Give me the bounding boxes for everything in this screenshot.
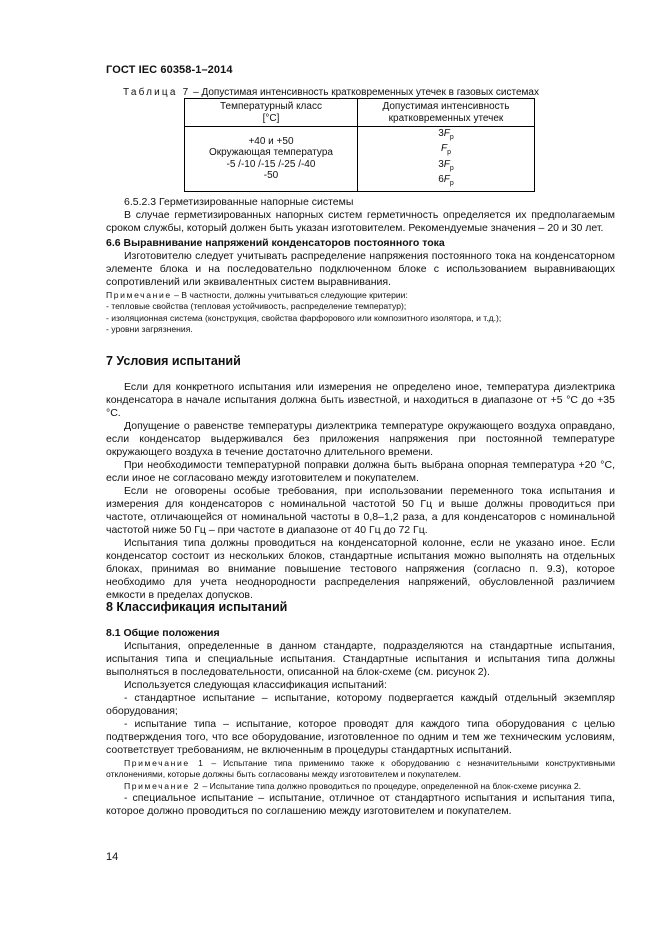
subsection-heading-6-6: 6.6 Выравнивание напряжений конденсаторов постоянного тока	[106, 237, 445, 249]
table-caption-label: Таблица 7	[123, 87, 191, 98]
standard-header: ГОСТ IEC 60358-1–2014	[106, 64, 233, 76]
column-header-temp-class: Температурный класс [°C]	[185, 99, 358, 127]
note-item: - уровни загрязнения.	[106, 323, 193, 334]
paragraph: Изготовителю следует учитывать распределение напряжения постоянного тока на конденсаторном элементе блока и на последовательно подключенном блоке с использованием выравнивающих сопротивлений или эквивалентных систем выравнивания.	[106, 250, 615, 288]
section-6-block	[106, 196, 615, 335]
leak-rate-table	[184, 98, 535, 192]
table-header-row	[185, 99, 535, 127]
temp-class-cell: +40 и +50 Окружающая температура -5 /-10 /-15 /-25 /-40 -50	[185, 127, 358, 192]
paragraph: Используется следующая классификация испытаний:	[124, 679, 387, 691]
page-number: 14	[106, 851, 119, 863]
section-7-block	[106, 355, 615, 602]
note-text: – Испытание типа применимо также к оборудованию с незначительными конструктивными отклонениями, которые должны быть согласованы между изготовителем и покупателем.	[106, 758, 615, 780]
paragraph: Испытания, определенные в данном стандарте, подразделяются на стандартные испытания, испытания типа и специальные испытания. Стандартные испытания и испытания типа должны выполняться в последовательности, описанной на блок-схеме (см. рисунок 2).	[106, 640, 615, 678]
section-heading-7: 7 Условия испытаний	[106, 354, 241, 368]
table-row	[185, 127, 535, 192]
note-text: – В частности, должны учитываться следующие критерии:	[171, 290, 408, 300]
note-label: Примечание	[106, 290, 172, 300]
subsection-heading-6-5-2-3: 6.5.2.3 Герметизированные напорные системы	[124, 196, 354, 208]
note-block	[106, 290, 615, 335]
note-item: - изоляционная система (конструкция, свойства фарфорового или композитного изолятора, и т.д.);	[106, 312, 502, 323]
section-8-block	[106, 601, 615, 818]
note-label: Примечание 2	[124, 780, 201, 791]
paragraph: Допущение о равенстве температуры диэлектрика температуре окружающего воздуха оправдано, если конденсатор выдерживался без приложения напряжения при постоянной температуре окружающего воздуха в течение достаточно длительного времени.	[106, 420, 615, 458]
note-item: - тепловые свойства (тепловая устойчивость, распределение температур);	[106, 301, 407, 312]
note-block	[106, 758, 615, 792]
paragraph: - стандартное испытание – испытание, которому подвергается каждый отдельный экземпляр оборудования;	[106, 692, 615, 717]
table-caption	[123, 87, 539, 98]
paragraph: - испытание типа – испытание, которое проводят для каждого типа оборудования с целью подтверждения того, что все оборудование, изготовленное по одним и тем же техническим условиям, соответствует требованиям, не включенным в процедуры стандартных испытаний.	[106, 718, 615, 756]
column-header-leak-rate: Допустимая интенсивность кратковременных утечек	[357, 99, 534, 127]
note-label: Примечание 1	[124, 758, 205, 768]
note-text: – Испытание типа должно проводиться по процедуре, определенной на блок-схеме рисунка 2.	[200, 780, 582, 791]
paragraph: - специальное испытание – испытание, отличное от стандартного испытания и испытания типа, которое должно проводиться по соглашению между изготовителем и покупателем.	[106, 791, 615, 817]
subsection-heading-8-1: 8.1 Общие положения	[106, 627, 220, 639]
leak-rate-cell: $3F_p$ $F_p$ $3F_p$ $6F_p$	[357, 127, 534, 192]
paragraph: В случае герметизированных напорных систем герметичность определяется их предполагаемым сроком службы, который должен быть указан изготовителем. Рекомендуемые значения – 20 и 30 лет.	[106, 209, 615, 234]
paragraph: Если не оговорены особые требования, при использовании переменного тока испытания и измерения для конденсаторов с номинальной частотой 50 Гц и выше должны проводиться при частоте, отличающейся от номинальной частоты в 0,8–1,2 раза, а для конденсаторов с номинальной частотой ниже 50 Гц – при частоте в диапазоне от 40 Гц до 72 Гц.	[106, 485, 615, 536]
paragraph: При необходимости температурной поправки должна быть выбрана опорная температура +20 °C, если иное не согласовано между изготовителем и покупателем.	[106, 459, 615, 484]
section-heading-8: 8 Классификация испытаний	[106, 600, 288, 614]
paragraph: Испытания типа должны проводиться на конденсаторной колонне, если не указано иное. Если конденсатор состоит из нескольких блоков, стандартные испытания можно выполнять на отдельных блоках, принимая во внимание повышение тестового напряжения (согласно п. 9.3), которое необходимо для учета неоднородности распределения напряжений, обусловленной различием емкости в пределах допусков.	[106, 537, 615, 601]
table-caption-title: – Допустимая интенсивность кратковременных утечек в газовых системах	[190, 87, 539, 98]
paragraph: Если для конкретного испытания или измерения не определено иное, температура диэлектрика конденсатора в начале испытания должна быть известной, и находиться в диапазоне от +5 °C до +35 °C.	[106, 381, 615, 419]
